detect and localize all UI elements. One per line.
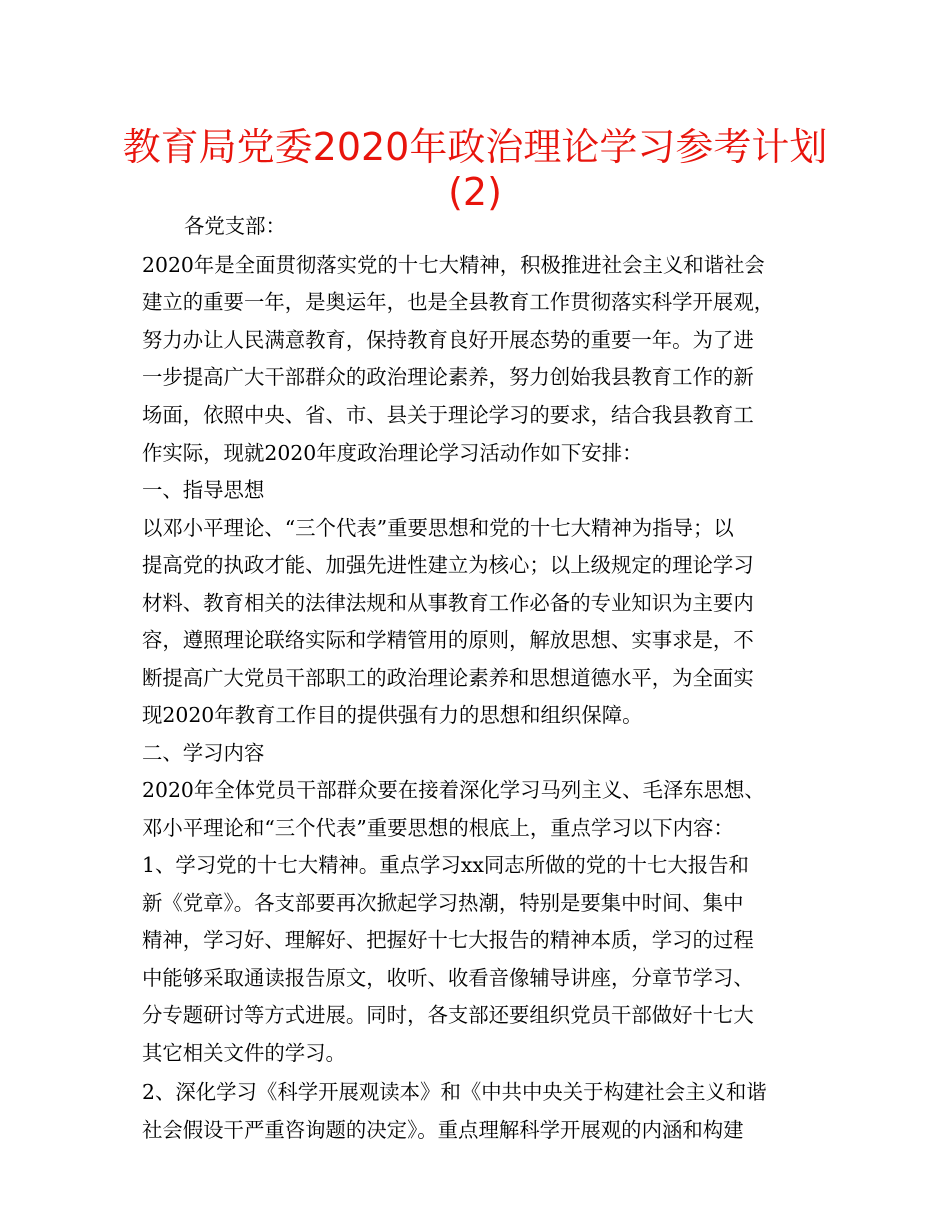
body-line: 场面，依照中央、省、市、县关于理论学习的要求，结合我县教育工	[142, 403, 754, 427]
body-line: 建立的重要一年，是奥运年，也是全县教育工作贯彻落实科学开展观，	[142, 290, 775, 314]
body-line: 材料、教育相关的法律法规和从事教育工作必备的专业知识为主要内	[142, 591, 754, 615]
body-line: 2020年是全面贯彻落实党的十七大精神，积极推进社会主义和谐社会	[142, 253, 765, 277]
body-line: 1、学习党的十七大精神。重点学习xx同志所做的党的十七大报告和	[142, 853, 749, 877]
body-line: 社会假设干严重咨询题的决定》。重点理解科学开展观的内涵和构建	[142, 1118, 744, 1142]
section-heading: 二、学习内容	[142, 741, 265, 765]
section-heading: 一、指导思想	[142, 478, 265, 502]
body-line: 一步提高广大干部群众的政治理论素养，努力创始我县教育工作的新	[142, 365, 754, 389]
document-title-suffix: (2)	[448, 170, 502, 214]
body-line: 精神，学习好、理解好、把握好十七大报告的精神本质，学习的过程	[142, 928, 754, 952]
body-line: 新《党章》。各支部要再次掀起学习热潮，特别是要集中时间、集中	[142, 891, 744, 915]
body-line: 努力办让人民满意教育，保持教育良好开展态势的重要一年。为了进	[142, 328, 754, 352]
body-line: 现2020年教育工作目的提供强有力的思想和组织保障。	[142, 703, 643, 727]
body-line: 邓小平理论和“三个代表”重要思想的根底上，重点学习以下内容：	[142, 816, 734, 840]
body-line: 容，遵照理论联络实际和学精管用的原则，解放思想、实事求是，不	[142, 628, 754, 652]
body-line: 中能够采取通读报告原文，收听、收看音像辅导讲座，分章节学习、	[142, 966, 754, 990]
document-title: 教育局党委2020年政治理论学习参考计划	[122, 125, 828, 169]
body-line: 2、深化学习《科学开展观读本》和《中共中央关于构建社会主义和谐	[142, 1080, 767, 1104]
body-line: 以邓小平理论、“三个代表”重要思想和党的十七大精神为指导；以	[142, 516, 734, 540]
body-line: 断提高广大党员干部职工的政治理论素养和思想道德水平，为全面实	[142, 666, 754, 690]
body-line: 作实际，现就2020年度政治理论学习活动作如下安排：	[142, 441, 643, 465]
body-line: 分专题研讨等方式进展。同时，各支部还要组织党员干部做好十七大	[142, 1003, 754, 1027]
body-line: 提高党的执政才能、加强先进性建立为核心；以上级规定的理论学习	[142, 553, 754, 577]
body-line: 其它相关文件的学习。	[142, 1041, 346, 1065]
body-line: 2020年全体党员干部群众要在接着深化学习马列主义、毛泽东思想、	[142, 778, 765, 802]
salutation: 各党支部：	[184, 214, 286, 238]
